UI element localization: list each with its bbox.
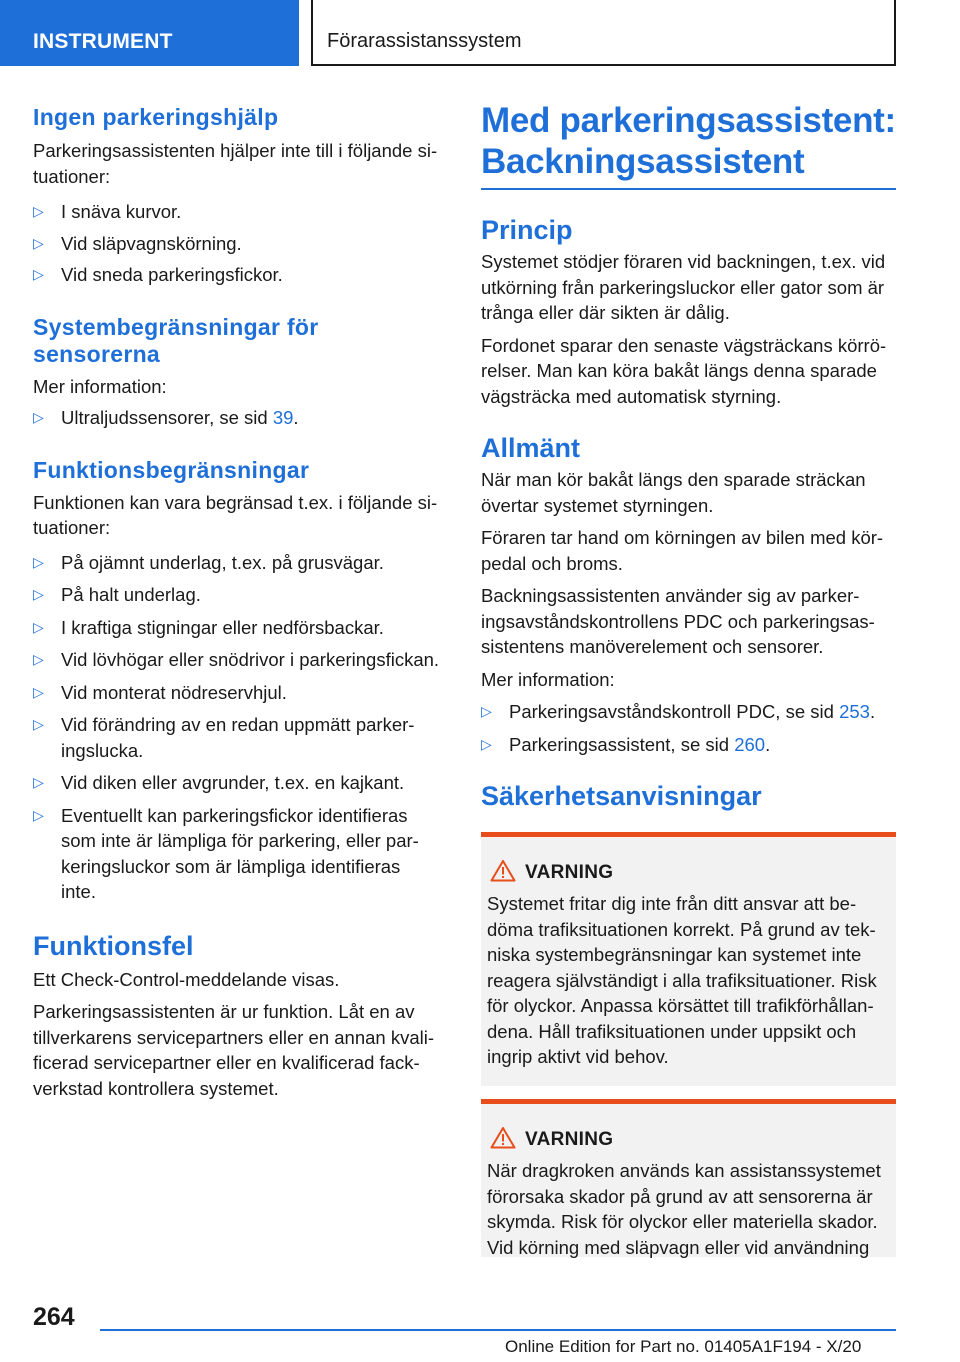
paragraph-princip-2: Fordonet sparar den senaste vägsträckans körrö- relser. Man kan köra bakåt längs denna sparade vägsträcka med automatisk styrning. [481, 334, 887, 407]
heading-funktionsfel: Funktionsfel [33, 930, 194, 961]
list-item: ▷ Eventuellt kan parkeringsfickor identifieras som inte är lämpliga för parkering, eller par- keringsluckor som är lämpliga identifieras inte. [33, 804, 419, 902]
paragraph-funk-intro: Funktionen kan vara begränsad t.ex. i följande si- tuationer: [33, 491, 438, 538]
heading-systembegransningar: Systembegränsningar för sensorerna [33, 313, 319, 367]
warning-text: När dragkroken används kan assistanssystemet förorsaka skador på grund av att sensorerna är skymda. Risk för olyckor eller materiella skador. Vid körning med släpvagn eller vid användning [487, 1160, 881, 1258]
triangle-bullet-icon: ▷ [33, 806, 44, 823]
triangle-bullet-icon: ▷ [33, 266, 44, 282]
list-item: ▷ Parkeringsavståndskontroll PDC, se sid 253. [481, 699, 896, 725]
triangle-bullet-icon: ▷ [33, 683, 44, 700]
list-item: ▷ Vid diken eller avgrunder, t.ex. en kajkant. [33, 770, 448, 796]
right-column [481, 100, 896, 1257]
warning-box-2 [481, 1099, 896, 1257]
list-item: ▷ Vid släpvagnskörning. [33, 231, 448, 257]
list-funk [33, 550, 448, 905]
list-ingen [33, 199, 448, 288]
left-column [33, 100, 448, 1101]
list-item: ▷ Parkeringsassistent, se sid 260. [481, 732, 896, 758]
paragraph-allmant-3: Backningsassistenten använder sig av parker- ingsavståndskontrollens PDC och parkeringsas- sistentens manöverelement och sensorer. [481, 585, 875, 657]
list-item: ▷ Ultraljudssensorer, se sid 39. [33, 405, 448, 431]
warning-header [487, 1126, 888, 1154]
heading-funktionsbegransningar: Funktionsbegränsningar [33, 456, 310, 483]
triangle-bullet-icon: ▷ [33, 203, 44, 219]
list-item: ▷ Vid lövhögar eller snödrivor i parkeringsfickan. [33, 647, 448, 673]
list-allmant-links [481, 699, 896, 757]
warning-box-1 [481, 832, 896, 1086]
header-section-tab [0, 0, 299, 66]
paragraph-fel-2: Parkeringsassistenten är ur funktion. Låt en av tillverkarens servicepartners eller en annan kvali- ficerad servicepartner eller en kvalificerad fack- verkstad kontrollera systemet. [33, 1001, 435, 1099]
paragraph-allmant-2: Föraren tar hand om körningen av bilen med kör- pedal och broms. [481, 527, 884, 574]
triangle-bullet-icon: ▷ [33, 586, 44, 602]
page-link-260[interactable]: 260 [734, 733, 766, 755]
list-item: ▷ Vid förändring av en redan uppmätt parker- ingslucka. [33, 714, 415, 761]
triangle-bullet-icon: ▷ [33, 234, 44, 251]
paragraph-princip-1: Systemet stödjer föraren vid backningen, t.ex. vid utkörning från parkeringsluckor eller gator som är trånga eller där sikten är dålig. [481, 251, 886, 323]
heading-allmant: Allmänt [481, 433, 581, 463]
triangle-bullet-icon: ▷ [33, 651, 44, 667]
warning-label: VARNING [525, 862, 614, 883]
footer-divider [100, 1329, 896, 1331]
triangle-bullet-icon: ▷ [33, 774, 44, 790]
list-item: ▷ I kraftiga stigningar eller nedförsbackar. [33, 615, 448, 641]
heading-sakerhetsanvisningar: Säkerhetsanvisningar [481, 781, 762, 811]
triangle-bullet-icon: ▷ [481, 735, 492, 752]
paragraph-fel-1: Ett Check-Control-meddelande visas. [33, 968, 340, 990]
page-link-253[interactable]: 253 [839, 701, 870, 722]
header-chapter-box [311, 0, 896, 66]
footer-edition: Online Edition for Part no. 01405A1F194 - X/20 [505, 1337, 862, 1356]
warning-text: Systemet fritar dig inte från ditt ansvar att be- döma trafiksituationen korrekt. På grund av tek- niska systembegränsningar kan systemet inte reagera självständigt i alla trafiksituationer. Risk för olyckor. Anpassa körsättet till trafikförhållan- dena. Håll trafiksituationen under uppsikt och ingrip aktivt vid behov. [487, 893, 877, 1067]
page-link-39[interactable]: 39 [272, 407, 294, 428]
list-item: ▷ På ojämnt underlag, t.ex. på grusvägar. [33, 550, 448, 576]
triangle-bullet-icon: ▷ [33, 618, 44, 635]
paragraph-mer-information: Mer information: [33, 375, 167, 397]
heading-princip: Princip [481, 215, 573, 245]
warning-label: VARNING [525, 1129, 614, 1150]
triangle-bullet-icon: ▷ [481, 703, 492, 719]
triangle-bullet-icon: ▷ [33, 553, 44, 570]
paragraph-ingen-intro: Parkeringsassistenten hjälper inte till i följande si- tuationer: [33, 140, 438, 187]
list-item: ▷ Vid monterat nödreservhjul. [33, 680, 448, 706]
main-title: Med parkeringsassistent: Backningsassistent [481, 100, 896, 190]
page-number: 264 [33, 1303, 75, 1331]
paragraph-allmant-mer-information: Mer information: [481, 668, 615, 690]
header-chapter-label: Förarassistanssystem [327, 30, 522, 52]
paragraph-allmant-1: När man kör bakåt längs den sparade sträckan övertar systemet styrningen. [481, 469, 866, 516]
header-section-label: INSTRUMENT [33, 30, 173, 53]
list-item: ▷ På halt underlag. [33, 582, 448, 608]
list-item: ▷ Vid sneda parkeringsfickor. [33, 262, 448, 288]
list-item: ▷ I snäva kurvor. [33, 199, 448, 225]
warning-triangle-icon [490, 1126, 516, 1149]
heading-ingen-parkeringshjalp: Ingen parkeringshjälp [33, 104, 279, 130]
warning-triangle-icon [490, 859, 516, 882]
list-system [33, 405, 448, 431]
warning-header [487, 859, 888, 887]
triangle-bullet-icon: ▷ [33, 716, 44, 732]
triangle-bullet-icon: ▷ [33, 409, 44, 425]
